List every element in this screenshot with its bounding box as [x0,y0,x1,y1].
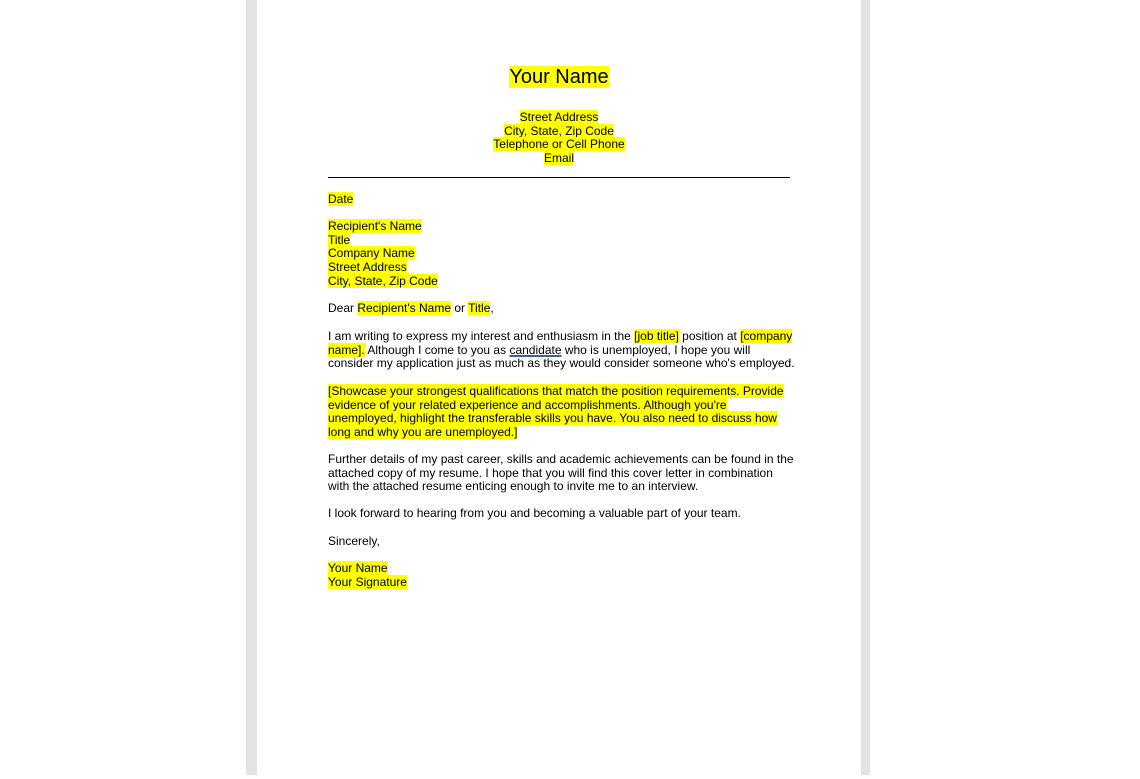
qualifications-line-2: evidence of your related experience and accomplishments. Although you're [328,397,727,412]
salutation-recipient-name: Recipient's Name [357,301,452,315]
details-line-3: with the attached resume enticing enough to invite me to an interview. [328,479,699,494]
para1-line-3: consider my application just as much as they would consider someone who's employed. [328,356,795,371]
company-placeholder-part2: name]. [328,342,365,357]
closing-salutation [328,535,792,549]
para1-text-4: who is unemployed, I hope you will [561,342,751,357]
para1-text-1: I am writing to express my interest and enthusiasm in the [328,329,635,343]
salutation-comma: , [490,301,494,315]
recipient-name: Recipient's Name [328,219,422,233]
header-divider [328,177,790,178]
date-line [328,193,792,207]
sincerely-text: Sincerely, [328,534,380,548]
sender-name-text: Your Name [509,66,609,88]
paragraph-intro [328,329,795,371]
document-page[interactable] [257,0,861,775]
paragraph-closing [328,507,792,521]
recipient-city-state-zip: City, State, Zip Code [328,273,438,288]
recipient-street: Street Address [328,260,407,275]
job-title-placeholder: [job title] [634,329,679,343]
qualifications-line-4: long and why you are unemployed.] [328,425,518,440]
signature-block [328,562,792,589]
details-line-1: Further details of my past career, skills and academic achievements can be found in the [328,452,794,466]
qualifications-line-3: unemployed, highlight the transferable skills you have. You also need to discuss how [328,411,777,426]
para1-text-2: position at [678,329,741,343]
document-gutter-right [861,0,870,775]
spellcheck-candidate[interactable]: candidate [509,342,562,357]
sender-city-state-zip: City, State, Zip Code [504,123,614,138]
sender-phone: Telephone or Cell Phone [493,137,625,152]
company-placeholder-part1: [company [740,329,793,343]
closing-paragraph-text: I look forward to hearing from you and becoming a valuable part of your team. [328,506,741,520]
recipient-block [328,220,792,289]
qualifications-line-1: [Showcase your strongest qualifications that match the position requirements. Provide [328,384,784,398]
paragraph-details [328,453,792,494]
sender-email: Email [543,151,574,166]
sender-address-block [257,111,861,166]
salutation-or: or [451,301,469,315]
paragraph-qualifications [328,385,792,440]
recipient-title: Title [328,232,351,247]
para1-text-3: Although I come to you as [364,342,510,357]
salutation-dear: Dear [328,301,358,315]
salutation-title: Title [468,301,491,315]
salutation [328,302,792,316]
document-gutter-left [246,0,257,775]
signature-name: Your Name [328,561,388,575]
recipient-company: Company Name [328,246,415,261]
sender-street: Street Address [519,110,599,124]
details-line-2: attached copy of my resume. I hope that you will find this cover letter in combination [328,465,773,480]
date-text: Date [328,192,354,206]
signature-placeholder: Your Signature [328,574,407,589]
sender-name [257,65,861,89]
